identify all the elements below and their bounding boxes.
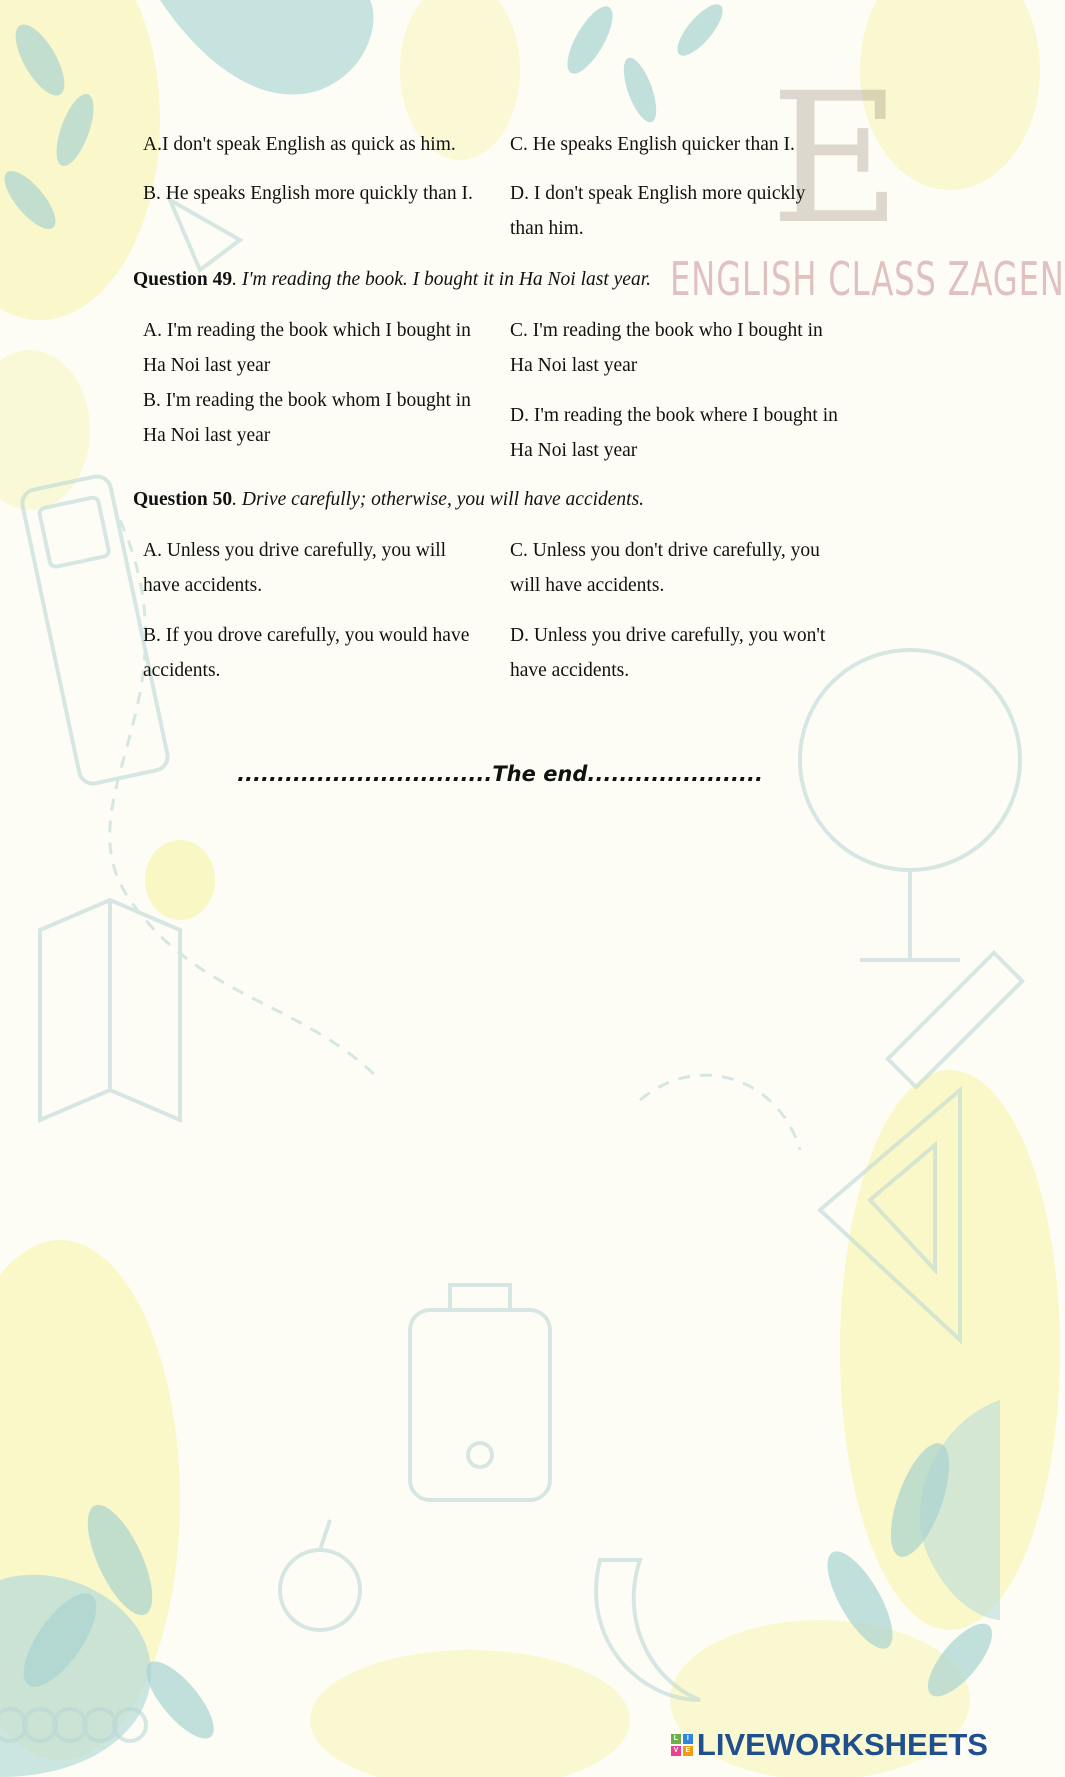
logo-letter-l: L bbox=[671, 1734, 681, 1744]
question-49 bbox=[133, 265, 651, 295]
question-49-sentence: . I'm reading the book. I bought it in Ha Noi last year. bbox=[232, 269, 652, 290]
logo-letter-i: I bbox=[683, 1734, 693, 1744]
q48-option-c: C. He speaks English quicker than I. bbox=[510, 134, 795, 155]
q50-option-c-line2: will have accidents. bbox=[510, 575, 665, 596]
q50-option-a-line1: A. Unless you drive carefully, you will bbox=[143, 540, 447, 561]
q49-option-a-line2: Ha Noi last year bbox=[143, 355, 271, 376]
q48-option-b: B. He speaks English more quickly than I. bbox=[143, 183, 473, 204]
watermark-letter: E bbox=[770, 55, 902, 264]
q50-option-d-line2: have accidents. bbox=[510, 660, 630, 681]
q48-option-d-line1: D. I don't speak English more quickly bbox=[510, 183, 806, 204]
q50-option-a-line2: have accidents. bbox=[143, 575, 263, 596]
q49-option-c-line1: C. I'm reading the book who I bought in bbox=[510, 320, 823, 341]
q49-option-c-line2: Ha Noi last year bbox=[510, 355, 638, 376]
question-50-sentence: . Drive carefully; otherwise, you will have accidents. bbox=[232, 489, 645, 510]
the-end-text: ................................The end...................... bbox=[237, 762, 763, 786]
question-49-label: Question 49 bbox=[133, 269, 233, 290]
q49-option-b-line1: B. I'm reading the book whom I bought in bbox=[143, 390, 471, 411]
question-50-label: Question 50 bbox=[133, 489, 233, 510]
q50-option-c-line1: C. Unless you don't drive carefully, you bbox=[510, 540, 820, 561]
liveworksheets-brand: LIVEWORKSHEETS bbox=[696, 1727, 988, 1762]
q49-option-a-line1: A. I'm reading the book which I bought in bbox=[143, 320, 471, 341]
q50-option-b-line1: B. If you drove carefully, you would have bbox=[143, 625, 470, 646]
liveworksheets-grid-icon bbox=[671, 1734, 693, 1756]
q49-option-d-line1: D. I'm reading the book where I bought in bbox=[510, 405, 838, 426]
q48-option-d-line2: than him. bbox=[510, 218, 584, 239]
watermark-brand: ENGLISH CLASS ZAGEN bbox=[670, 252, 1065, 306]
logo-letter-v: V bbox=[671, 1746, 681, 1756]
q50-option-d-line1: D. Unless you drive carefully, you won't bbox=[510, 625, 826, 646]
q48-option-a: A.I don't speak English as quick as him. bbox=[143, 134, 456, 155]
q49-option-b-line2: Ha Noi last year bbox=[143, 425, 271, 446]
q49-option-d-line2: Ha Noi last year bbox=[510, 440, 638, 461]
logo-letter-e: E bbox=[683, 1746, 693, 1756]
liveworksheets-logo[interactable] bbox=[671, 1727, 988, 1763]
q50-option-b-line2: accidents. bbox=[143, 660, 221, 681]
question-50 bbox=[133, 485, 644, 515]
